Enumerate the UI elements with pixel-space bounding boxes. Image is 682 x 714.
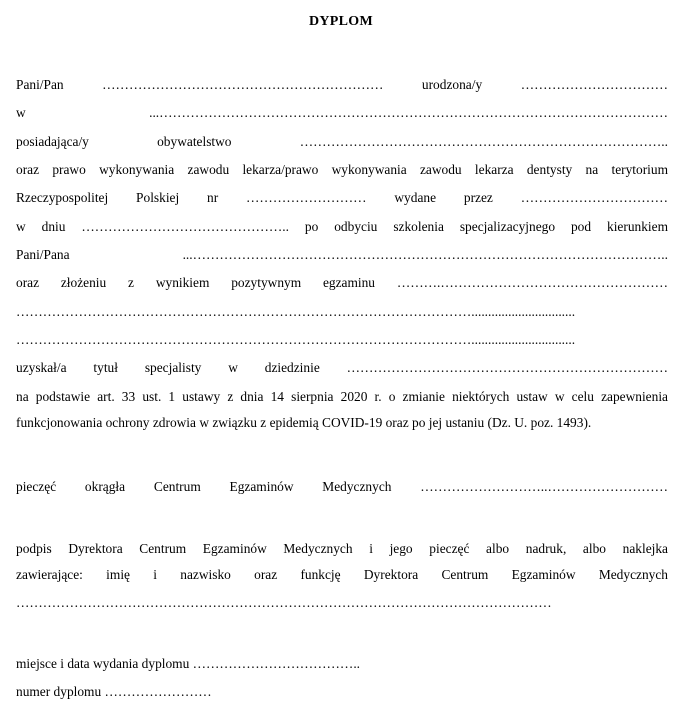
text-signature-line-1: podpis Dyrektora Centrum Egzaminów Medycznych i jego pieczęć albo nadruk, albo naklejka bbox=[16, 541, 668, 556]
text-practice-right-line: oraz prawo wykonywania zawodu lekarza/prawo wykonywania zawodu lekarza dentysty na terytorium bbox=[16, 162, 668, 177]
field-diploma-number-line: numer dyplomu …………………… bbox=[16, 684, 212, 699]
field-license-number-issuer-line: Rzeczypospolitej Polskiej nr ……………………… wydane przez …………………………… bbox=[16, 190, 668, 205]
field-seal-line: pieczęć okrągła Centrum Egzaminów Medycznych ………………………..……………………… bbox=[16, 479, 668, 494]
field-exam-continuation-line-2: …………………………………………………………………………………………............................... bbox=[16, 332, 576, 347]
field-supervisor-line: Pani/Pana ...…………………………………………………………………………………………….. bbox=[16, 247, 668, 262]
field-date-training-line: w dniu ……………………………………….. po odbyciu szkolenia specjalizacyjnego pod kierunkiem bbox=[16, 219, 668, 234]
field-exam-line: oraz złożeniu z wynikiem pozytywnym egzaminu ……….…………………………………………… bbox=[16, 275, 668, 290]
field-specialty-line: uzyskał/a tytuł specjalisty w dziedzinie ……………………………………………………………… bbox=[16, 360, 668, 375]
document-title: DYPLOM bbox=[308, 14, 373, 29]
field-issue-place-date-line: miejsce i data wydania dyplomu ……………………………….. bbox=[16, 656, 361, 671]
text-legal-basis-line-2: funkcjonowania ochrony zdrowia w związku z epidemią COVID-19 oraz po jej ustaniu (Dz. U. poz. 1493). bbox=[16, 415, 592, 430]
field-name-birthplace-line: Pani/Pan ……………………………………………………… urodzona/y …………………………… bbox=[16, 77, 668, 92]
field-exam-continuation-line-1: …………………………………………………………………………………………............................... bbox=[16, 304, 576, 319]
field-signature-dots-line: ………………………………………………………………………………………………………… bbox=[16, 595, 552, 610]
text-legal-basis-line-1: na podstawie art. 33 ust. 1 ustawy z dnia 14 sierpnia 2020 r. o zmianie niektórych ustaw w celu zapewnienia bbox=[16, 389, 668, 404]
text-signature-line-2: zawierające: imię i nazwisko oraz funkcję Dyrektora Centrum Egzaminów Medycznych bbox=[16, 567, 668, 582]
field-citizenship-line: posiadająca/y obywatelstwo ……………………………………………………………………….. bbox=[16, 134, 668, 149]
field-birthplace-continuation-line: w ...…………………………………………………………………………………………………… bbox=[16, 105, 668, 120]
